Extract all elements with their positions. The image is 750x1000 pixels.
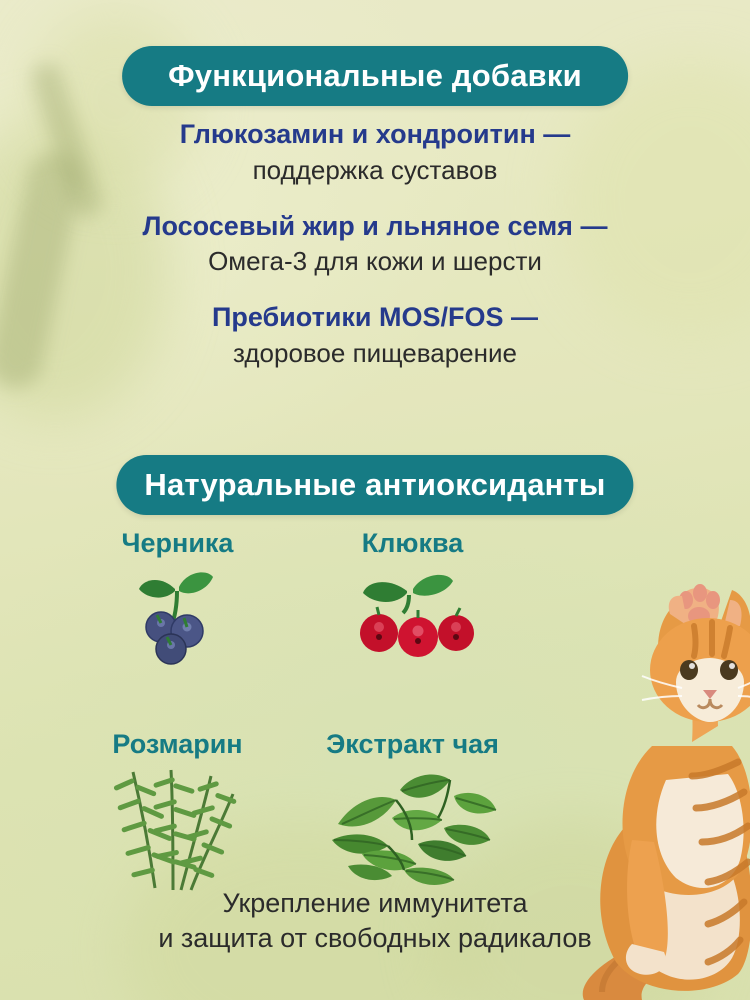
section-heading-natural-antioxidants: Натуральные антиоксиданты [116, 455, 633, 515]
ingredient-label: Клюква [361, 528, 464, 558]
benefit-item [0, 301, 750, 371]
benefits-list [0, 118, 750, 393]
benefit-subtitle: поддержка суставов [252, 154, 498, 185]
benefit-title: Пребиотики MOS/FOS — [211, 302, 539, 333]
ingredient-blueberry [60, 528, 295, 677]
benefit-title: Лососевый жир и льняное семя — [142, 210, 608, 241]
benefit-item [0, 118, 750, 188]
benefit-item [0, 210, 750, 280]
rosemary-icon [60, 766, 295, 896]
ingredient-label: Розмарин [112, 729, 243, 759]
ingredient-rosemary [60, 729, 295, 896]
blueberries-icon [60, 565, 295, 677]
benefit-subtitle: здоровое пищеварение [233, 337, 517, 368]
benefit-subtitle: Омега-3 для кожи и шерсти [208, 246, 542, 277]
footer-line-2: и защита от свободных радикалов [158, 922, 592, 953]
cat-illustration [456, 530, 750, 1000]
ingredient-label: Экстракт чая [326, 729, 499, 759]
footer-line-1: Укрепление иммунитета [222, 888, 528, 918]
ingredient-label: Черника [121, 528, 234, 558]
section-heading-functional-additives: Функциональные добавки [122, 46, 628, 106]
benefit-title: Глюкозамин и хондроитин — [179, 119, 571, 149]
